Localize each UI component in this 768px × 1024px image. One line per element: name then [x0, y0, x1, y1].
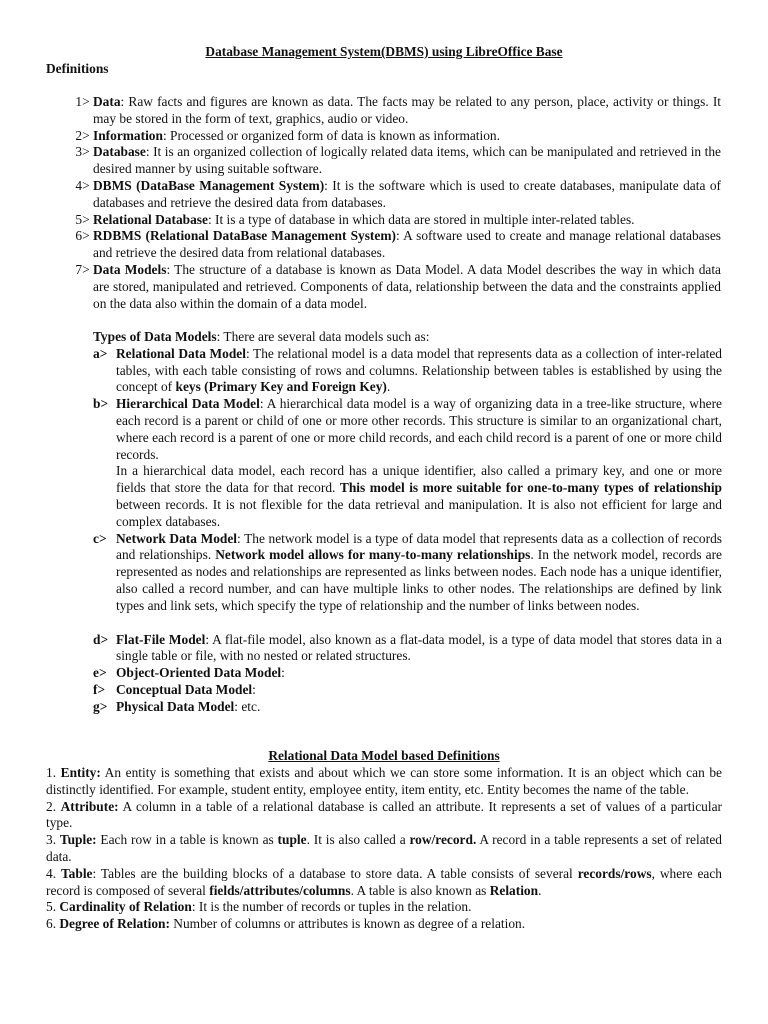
definition-text: : It is an organized collection of logically related data items, which can be manipulated and retrieved in the desired manner by using suitable software. — [93, 144, 721, 177]
type-term: Relational Data Model — [116, 345, 246, 361]
relational-term: Table — [60, 865, 93, 881]
type-label: a> — [93, 345, 108, 361]
relational-bold: row/record. — [409, 832, 477, 848]
definition-item — [46, 144, 722, 178]
type-text-tail: . In the network model, records are represented as nodes and relationships are represented as links between nodes. Each node has a unique identifier, also called a record number, and can have multiple links to other nodes. The relationships are defined by link types and link sets, which specify the type of relationship and the number of links between nodes. — [116, 547, 723, 613]
definition-text: : Raw facts and figures are known as data. The facts may be related to any person, place, activity or things. It may be stored in the form of text, graphics, audio or video. — [93, 94, 721, 126]
relational-heading: Relational Data Model based Definitions — [268, 748, 500, 763]
type-term: Physical Data Model — [116, 698, 235, 714]
item-number: 6> — [75, 228, 90, 244]
type-item-conceptual — [93, 682, 722, 699]
type-paragraph-2: In a hierarchical data model, each record has a unique identifier, also called a primary key, and one or more fields that store the data for that record. — [116, 463, 722, 496]
data-model-types — [93, 329, 722, 716]
types-term: Types of Data Models — [93, 329, 217, 344]
relational-term: Entity: — [60, 765, 101, 780]
relational-bold: fields/attributes/columns — [209, 882, 351, 898]
relational-term: Degree of Relation: — [59, 916, 170, 932]
type-text: : The relational model is a data model that represents data as a collection of inter-related tables, with each table consisting of rows and columns. Relationship between tables is established by using the concept of — [116, 345, 722, 395]
types-text: : There are several data models such as: — [216, 329, 430, 344]
type-item-flat-file — [93, 632, 722, 666]
document-title: Database Management System(DBMS) using LibreOffice Base — [205, 44, 563, 59]
definition-term: Data — [93, 94, 121, 109]
item-number: 3> — [75, 144, 90, 160]
definition-item — [46, 178, 722, 212]
type-text: : etc. — [234, 698, 261, 714]
relational-text: Each row in a table is known as — [96, 832, 278, 848]
type-item-object-oriented — [93, 665, 722, 682]
relational-term: Cardinality of Relation — [59, 899, 192, 915]
item-number: 2> — [75, 127, 90, 143]
item-number: 1. — [46, 765, 61, 780]
relational-definitions-list — [46, 765, 722, 933]
types-intro — [93, 329, 722, 346]
type-item-hierarchical — [93, 396, 722, 530]
type-term: Conceptual Data Model — [116, 681, 253, 697]
relational-text: Number of columns or attributes is known as degree of a relation. — [169, 916, 526, 932]
type-term: Hierarchical Data Model — [116, 396, 260, 412]
item-number: 5> — [75, 211, 90, 227]
type-text: : A flat-file model, also known as a flat-data model, is a type of data model that stores data in a single table or file, with no nested or related structures. — [116, 631, 722, 664]
type-item-relational — [93, 346, 722, 396]
type-text: : A hierarchical data model is a way of organizing data in a tree-like structure, where each record is a parent or child of one or more other records. This structure is similar to an organizational chart, where each record is a parent of one or more child records, and each child record is a parent of one or more child records. — [116, 396, 722, 462]
definition-term: Data Models — [93, 261, 167, 277]
item-number: 4. — [46, 865, 61, 881]
type-label: f> — [93, 681, 106, 697]
type-term: Flat-File Model — [116, 631, 206, 647]
definition-text: : Processed or organized form of data is known as information. — [162, 127, 500, 143]
type-text: : The network model is a type of data model that represents data as a collection of records and relationships. — [116, 530, 722, 563]
type-item-physical — [93, 699, 722, 716]
definition-term: Database — [93, 144, 146, 160]
relational-item — [46, 866, 722, 900]
definition-term: RDBMS (Relational DataBase Management System) — [93, 228, 396, 244]
relational-item — [46, 765, 722, 799]
type-label: g> — [93, 698, 108, 714]
item-number: 6. — [46, 916, 60, 932]
type-bold-phrase: keys (Primary Key and Foreign Key) — [175, 379, 387, 395]
definition-text: : It is the software which is used to create databases, manipulate data of databases and retrieve the desired data from databases. — [93, 177, 721, 210]
definition-term: Relational Database — [93, 211, 208, 227]
relational-text: : Tables are the building blocks of a database to store data. A table consists of several — [92, 865, 578, 881]
relational-item — [46, 899, 722, 916]
type-label: d> — [93, 631, 109, 647]
relational-bold: tuple — [277, 832, 307, 848]
type-bold-phrase: Network model allows for many-to-many relationships — [215, 547, 531, 563]
item-number: 5. — [46, 899, 60, 915]
definition-term: DBMS (DataBase Management System) — [93, 177, 325, 193]
type-label: b> — [93, 396, 109, 412]
relational-text: An entity is something that exists and about which we can store some information. It is an object which can be distinctly identified. For example, student entity, employee entity, item entity, etc. Entity becomes the name of the table. — [46, 765, 722, 797]
relational-item — [46, 799, 722, 833]
relational-text: A column in a table of a relational database is called an attribute. It represents a set of values of a particular type. — [46, 798, 723, 831]
type-text-tail: . — [386, 379, 391, 395]
definition-item — [46, 212, 722, 229]
type-term: Network Data Model — [116, 530, 238, 546]
relational-term: Attribute: — [60, 798, 119, 814]
relational-item — [46, 916, 722, 933]
item-number: 3. — [46, 832, 60, 848]
definition-item — [46, 262, 722, 312]
item-number: 1> — [75, 94, 90, 109]
definitions-heading: Definitions — [46, 61, 109, 76]
relational-bold: Relation — [489, 882, 539, 898]
type-text: : — [281, 665, 285, 681]
definitions-list — [46, 94, 722, 312]
type-item-network — [93, 531, 722, 615]
type-text-tail: between records. It is not flexible for the data retrieval and manipulation. It is also not efficient for large and complex databases. — [116, 496, 722, 529]
type-text: : — [252, 681, 256, 697]
relational-item — [46, 832, 722, 866]
definition-text: : A software used to create and manage relational databases and retrieve the desired data from relational databases. — [93, 228, 721, 261]
relational-text: , where each record is composed of several — [46, 865, 723, 898]
definition-item — [46, 228, 722, 262]
type-bold-phrase: This model is more suitable for one-to-many types of relationship — [339, 480, 722, 496]
relational-text: : It is the number of records or tuples in the relation. — [191, 899, 472, 915]
relational-text: A record in a table represents a set of related data. — [46, 832, 723, 864]
relational-text: . It is also called a — [306, 832, 410, 848]
definition-term: Information — [93, 127, 163, 143]
type-term: Object-Oriented Data Model — [116, 665, 282, 681]
type-label: c> — [93, 530, 107, 546]
item-number: 4> — [75, 177, 90, 193]
type-label: e> — [93, 665, 107, 681]
relational-text: . A table is also known as — [350, 882, 490, 898]
relational-text: . — [538, 882, 542, 898]
definition-text: : It is a type of database in which data are stored in multiple inter-related tables. — [207, 211, 635, 227]
definition-item — [46, 128, 722, 145]
relational-bold: records/rows — [577, 865, 652, 881]
definition-item — [46, 94, 722, 128]
definition-text: : The structure of a database is known as Data Model. A data Model describes the way in which data are stored, manipulated and retrieved. Components of data, relationship between the data and the constraints applied on the data also within the domain of a data model. — [93, 261, 721, 311]
item-number: 2. — [46, 798, 61, 814]
relational-term: Tuple: — [59, 832, 97, 848]
item-number: 7> — [75, 261, 90, 277]
